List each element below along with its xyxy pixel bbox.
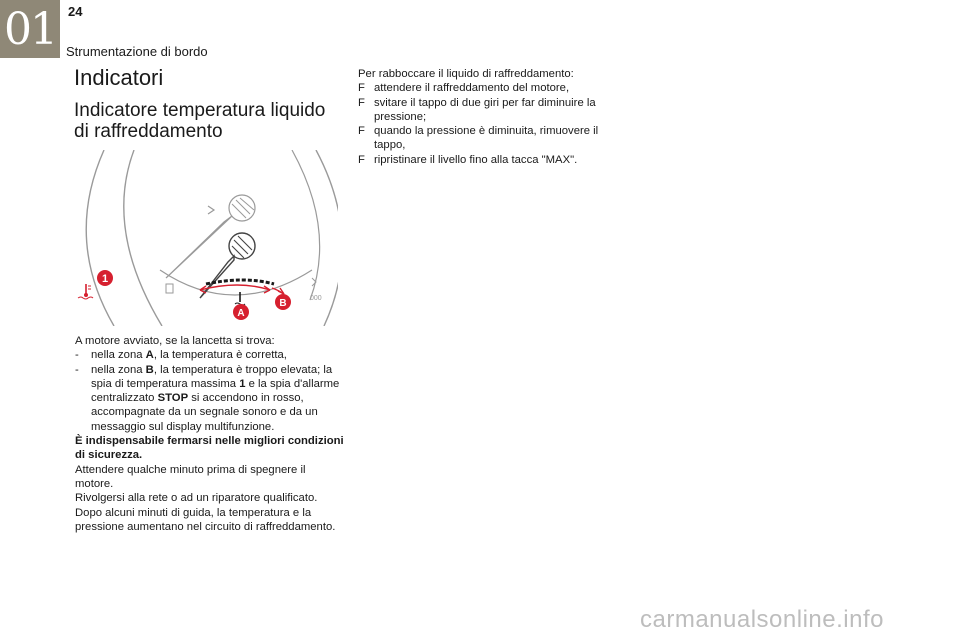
paragraph: Rivolgersi alla rete o ad un riparatore qualificato. — [75, 492, 318, 505]
chapter-badge: 01 — [0, 0, 60, 58]
right-column-text — [358, 67, 608, 167]
list-item: - nella zona B, la temperatura è troppo elevata; la spia di temperatura massima 1 e la spia d'allarme centralizzato STOP si accendono in rosso, accompagnate da un segnale sonoro e da un messaggio sul display multifunzione. — [75, 363, 340, 433]
callout-1 — [97, 270, 113, 286]
page-subtitle: Indicatore temperatura liquido di raffreddamento — [74, 100, 326, 142]
gauge-right-inner-ring — [292, 150, 320, 300]
list-item: F svitare il tappo di due giri per far diminuire la pressione; — [358, 96, 596, 123]
fuel-icon — [166, 284, 173, 293]
list-item: F ripristinare il livello fino alla tacca "MAX". — [358, 153, 578, 166]
gauge-inner-ring — [124, 150, 162, 326]
paragraph: Attendere qualche minuto prima di spegnere il motore. — [75, 463, 306, 490]
page-title: Indicatori — [74, 65, 164, 90]
callout-b — [275, 294, 291, 310]
safety-warning: È indispensabile fermarsi nelle migliori condizioni di sicurezza. — [75, 435, 344, 462]
gauge-outer-ring — [86, 150, 114, 326]
list-item: F attendere il raffreddamento del motore, — [358, 82, 570, 95]
small-arrow-icon — [208, 206, 214, 214]
svg-text:000: 000 — [310, 295, 322, 302]
coolant-gauge-illustration — [74, 150, 338, 326]
page-number: 24 — [68, 4, 83, 19]
list-item: - nella zona A, la temperatura è corretta, — [75, 349, 287, 362]
svg-text:A: A — [237, 308, 245, 319]
coolant-thermometer-icon — [235, 292, 245, 305]
temperature-warning-lamp-icon — [78, 284, 93, 299]
watermark: carmanualsonline.info — [640, 606, 884, 633]
list-item: F quando la pressione è diminuita, rimuovere il tappo, — [358, 125, 599, 152]
section-title: Strumentazione di bordo — [66, 44, 208, 59]
intro-text: Per rabboccare il liquido di raffreddamento: — [358, 68, 574, 80]
zone-list — [75, 348, 345, 434]
svg-text:B: B — [279, 298, 287, 309]
left-column-text — [75, 334, 345, 534]
refill-steps-list — [358, 81, 608, 167]
svg-text:1: 1 — [101, 273, 109, 285]
paragraph: Dopo alcuni minuti di guida, la temperatura e la pressione aumentano nel circuito di raffreddamento. — [75, 506, 336, 533]
callout-a — [233, 304, 249, 320]
service-icon — [310, 278, 322, 302]
intro-text: A motore avviato, se la lancetta si trova: — [75, 335, 275, 347]
gauge-bottom-arc — [160, 270, 312, 295]
